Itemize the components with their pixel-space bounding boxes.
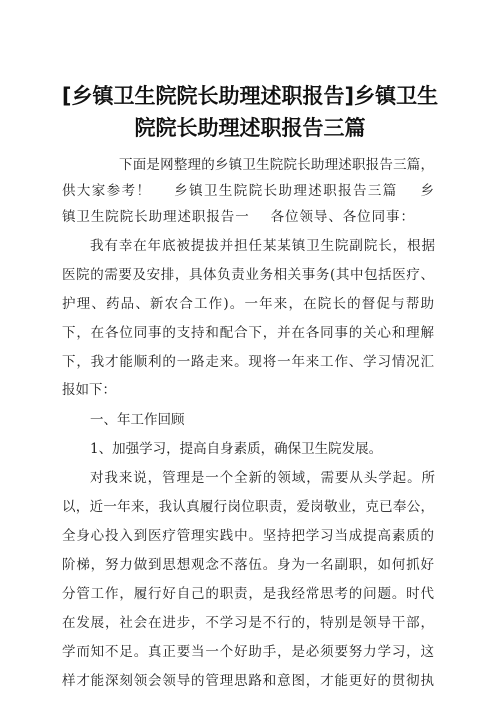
body-line: 下，我才能顺利的一路走来。现将一年来工作、学习情况汇 bbox=[62, 354, 434, 370]
body-line: 分管工作，履行好自己的职责，是我经常思考的问题。时代 bbox=[62, 586, 434, 602]
body-line: 下，在各位同事的支持和配合下，并在各同事的关心和理解 bbox=[62, 325, 434, 341]
body-line: 在发展，社会在进步，不学习是不行的，特别是领导干部， bbox=[62, 615, 434, 631]
document-title-line-2: 院院长助理述职报告三篇 bbox=[134, 116, 366, 140]
body-line: 镇卫生院院长助理述职报告一 各位领导、各位同事： bbox=[62, 209, 414, 225]
document-title-line-1: [乡镇卫生院院长助理述职报告]乡镇卫生 bbox=[61, 84, 439, 108]
body-line: 护理、药品、新农合工作)。一年来，在院长的督促与帮助 bbox=[62, 296, 434, 312]
body-line: 以，近一年来，我认真履行岗位职责，爱岗敬业，克已奉公， bbox=[62, 499, 434, 515]
body-line: 供大家参考！ 乡镇卫生院院长助理述职报告三篇 乡 bbox=[62, 183, 434, 199]
body-line: 医院的需要及安排，具体负责业务相关事务(其中包括医疗、 bbox=[62, 267, 434, 283]
body-line: 报如下： bbox=[62, 382, 116, 398]
body-line: 样才能深刻领会领导的管理思路和意图，才能更好的贯彻执 bbox=[62, 673, 434, 689]
section-heading: 一、年工作回顾 bbox=[90, 412, 185, 428]
body-line: 对我来说，管理是一个全新的领域，需要从头学起。所 bbox=[90, 470, 435, 486]
body-line: 阶梯，努力做到思想观念不落伍。身为一名副职，如何抓好 bbox=[62, 557, 434, 573]
body-line: 我有幸在年底被提拔并担任某某镇卫生院副院长，根据 bbox=[90, 238, 435, 254]
subsection-heading: 1、加强学习，提高自身素质，确保卫生院发展。 bbox=[90, 441, 383, 457]
body-line: 全身心投入到医疗管理实践中。坚持把学习当成提高素质的 bbox=[62, 528, 434, 544]
body-line: 下面是网整理的乡镇卫生院院长助理述职报告三篇， bbox=[119, 157, 434, 173]
body-line: 学而知不足。真正要当一个好助手，是必须要努力学习，这 bbox=[62, 644, 434, 660]
